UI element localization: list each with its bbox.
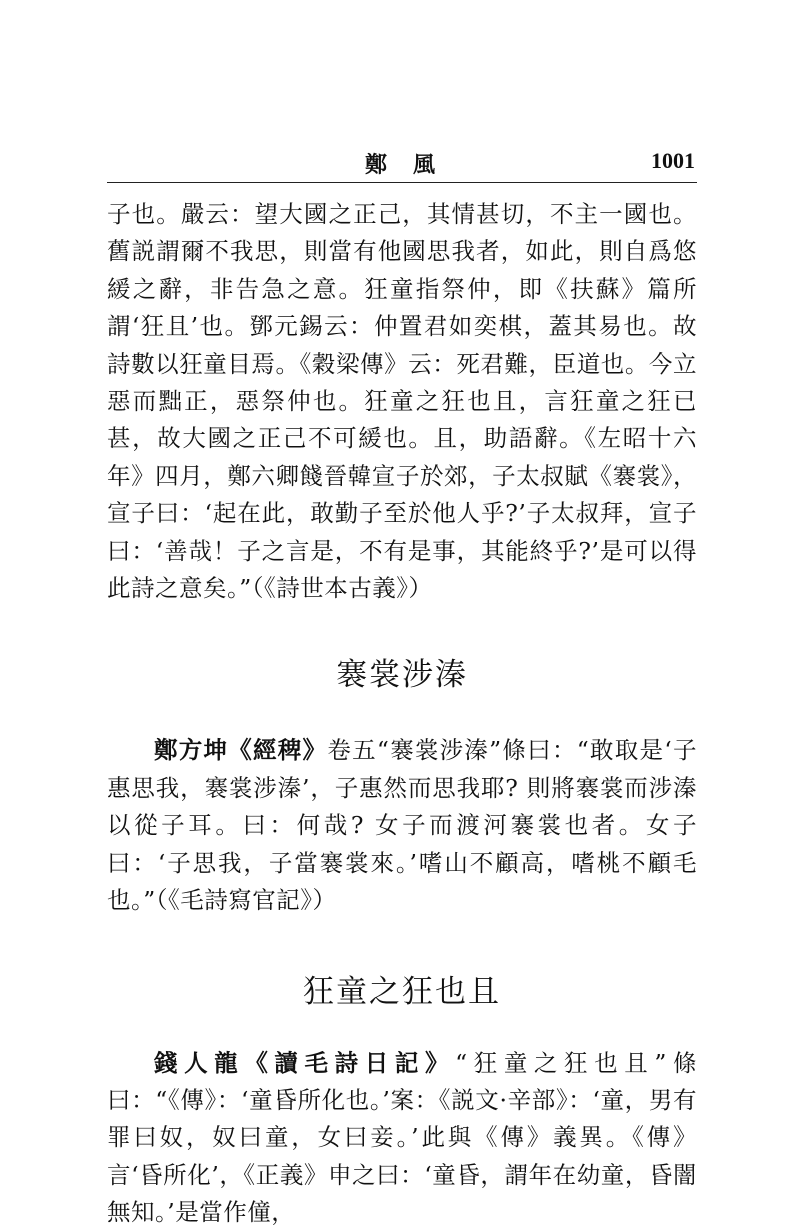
section-title-kuangtong: 狂童之狂也且 — [303, 973, 501, 1010]
header-rule — [107, 182, 697, 183]
running-header-title: 鄭風 — [365, 152, 462, 178]
continued-paragraph: 子也。嚴云：望大國之正己，其情甚切，不主一國也。舊説謂爾不我思，則當有他國思我者，如此，則自爲悠緩之辭，非告急之意。狂童指祭仲，即《扶蘇》篇所謂‘狂且’也。鄧元錫云：仲置君如奕棋，蓋其易也。故詩數以狂童目焉。《穀梁傳》云：死君難，臣道也。今立惡而黜正，惡祭仲也。狂童之狂也且，言狂童之狂已甚，故大國之正己不可緩也。且，助語辭。《左昭十六年》四月，鄭六卿餞晉韓宣子於郊，子太叔賦《褰裳》，宣子曰：‘起在此，敢勤子至於他人乎?’子太叔拜，宣子曰：‘善哉！子之言是，不有是事，其能終乎?’是可以得此詩之意矣。”（《詩世本古義》） — [107, 200, 697, 603]
citation-text: “狂童之狂也且”條曰：“《傳》：‘童昏所化也。’案：《説文·辛部》：‘童，男有罪曰奴，奴曰童，女曰妾。’此與《傳》義異。《傳》言‘昏所化’，《正義》申之曰：‘童昏，謂年在幼童，昏闇無知。’是當作僮， — [107, 1048, 697, 1227]
page-number: 1001 — [651, 148, 695, 173]
section-paragraph-kuangtong — [107, 1045, 697, 1232]
running-header — [107, 148, 695, 182]
citation-author: 鄭方坤《經稗》 — [154, 736, 328, 765]
section-title-qianshang: 褰裳涉溱 — [336, 657, 468, 694]
section-paragraph-qianshang — [107, 732, 697, 919]
citation-author: 錢人龍《讀毛詩日記》 — [154, 1048, 456, 1077]
page-body — [107, 196, 697, 1232]
citation-text: 卷五“褰裳涉溱”條曰：“敢取是‘子惠思我，褰裳涉溱’，子惠然而思我耶? 則將褰裳而涉溱以從子耳。曰：何哉? 女子而渡河褰裳也者。女子曰：‘子思我，子當褰裳來。’嗜山不顧高，嗜桃不顧毛也。”（《毛詩寫官記》） — [107, 736, 698, 915]
